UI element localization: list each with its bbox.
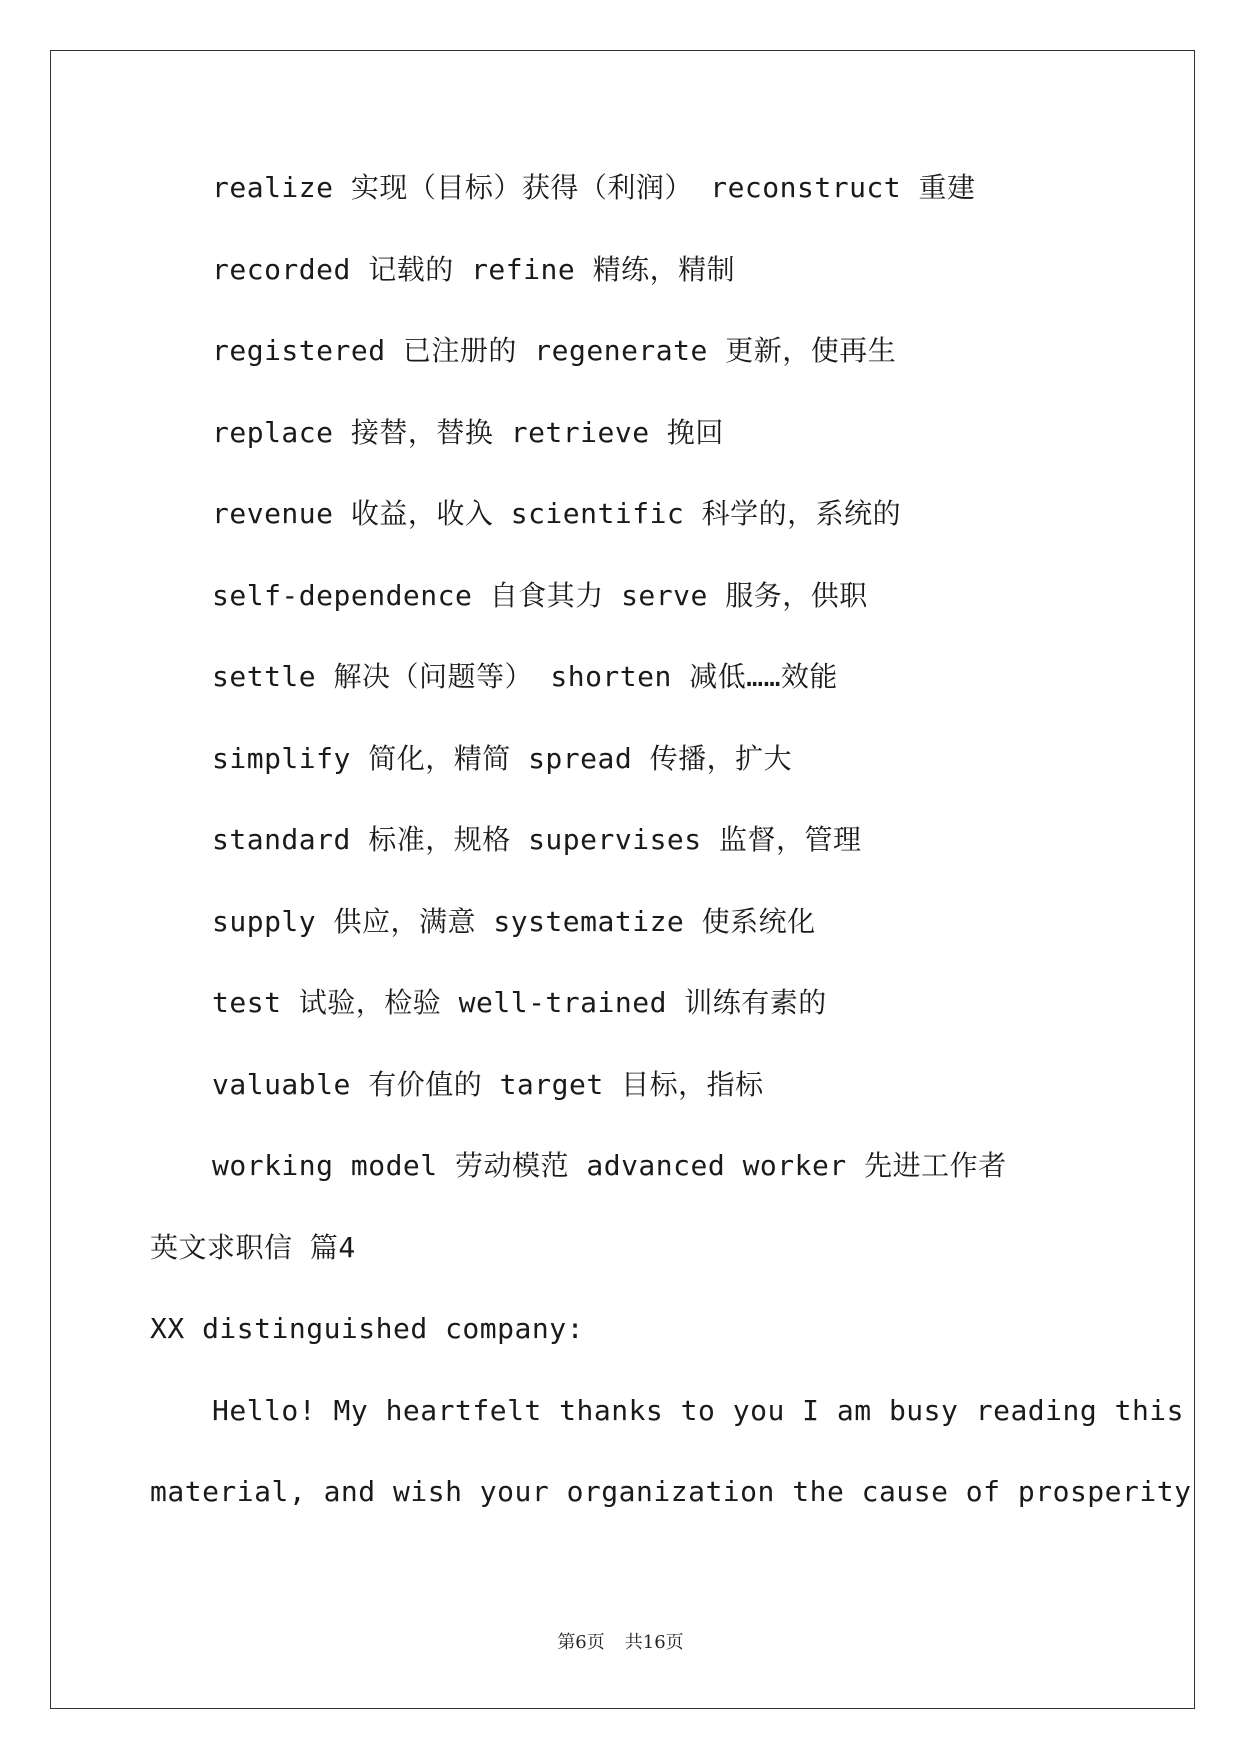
vocab-line: self-dependence 自食其力 serve 服务，供职 bbox=[212, 578, 868, 612]
vocab-line: standard 标准，规格 supervises 监督，管理 bbox=[212, 823, 862, 856]
letter-line: material, and wish your organization the cause of prosperity bbox=[150, 1475, 1192, 1508]
page-number: 第6页 bbox=[557, 1632, 605, 1653]
section-heading: 英文求职信 篇4 bbox=[150, 1230, 356, 1264]
vocab-line: replace 接替，替换 retrieve 挽回 bbox=[212, 415, 724, 449]
vocab-line: valuable 有价值的 target 目标，指标 bbox=[212, 1067, 764, 1101]
vocab-line: recorded 记载的 refine 精练，精制 bbox=[212, 252, 736, 286]
document-body bbox=[150, 168, 1192, 1554]
vocab-line: working model 劳动模范 advanced worker 先进工作者 bbox=[212, 1149, 1007, 1182]
letter-salutation: XX distinguished company: bbox=[150, 1312, 584, 1345]
letter-line: Hello! My heartfelt thanks to you I am busy reading this bbox=[212, 1393, 1185, 1427]
page-total: 共16页 bbox=[624, 1632, 684, 1653]
vocab-line: registered 已注册的 regenerate 更新，使再生 bbox=[212, 334, 897, 367]
vocab-line: supply 供应，满意 systematize 使系统化 bbox=[212, 904, 816, 938]
vocab-line: test 试验，检验 well-trained 训练有素的 bbox=[212, 986, 827, 1019]
vocab-line: simplify 简化，精简 spread 传播，扩大 bbox=[212, 741, 793, 775]
vocab-line: realize 实现（目标）获得（利润） reconstruct 重建 bbox=[212, 171, 976, 204]
vocab-line: revenue 收益，收入 scientific 科学的，系统的 bbox=[212, 497, 902, 530]
vocab-line: settle 解决（问题等） shorten 减低……效能 bbox=[212, 660, 838, 693]
page-footer bbox=[0, 1628, 1241, 1654]
